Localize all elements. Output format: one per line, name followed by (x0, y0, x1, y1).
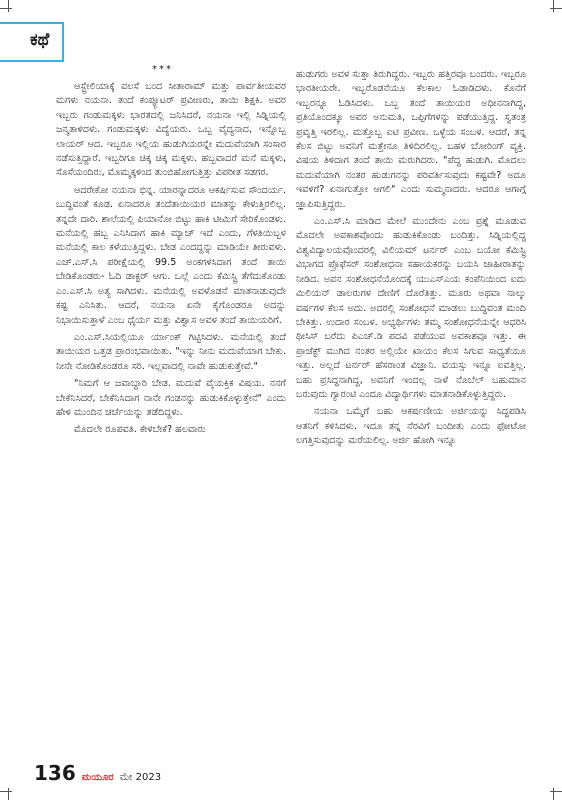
crop-mark-bottom-right-v (553, 788, 554, 800)
section-title: ಕಥೆ (30, 30, 50, 50)
paragraph: "ನಿಮಗೆ ಆ ಜವಾಬ್ದಾರಿ ಬೇಡ. ಮದುವೆ ವೈಯಕ್ತಿಕ ವಿಷಯ. ನನಗೆ ಬೇಕೆನಿಸಿದರೆ, ಬೇಕೆನಿಸಿದಾಗ ನಾನೇ ಗಂಡನನ್ನು ಹುಡುಕಿಕೊಳ್ಳುತ್ತೇನೆ" ಎಂದು ಹೇಳಿ ಮುಂದಿನ ಚರ್ಚೆಯನ್ನು ತಡೆದಿದ್ದಳು. (56, 378, 286, 418)
paragraph: ಆದರೇಕೋ ನಯನಾ ಭಿನ್ನ. ಯಾರನ್ನಾದರೂ ಆಕರ್ಷಿಸುವ ಸೌಂದರ್ಯ. ಬುದ್ಧಿವಂತೆ ಕೂಡ. ಏನಾದರೂ ತಂದೆತಾಯಿಯರ ಮಾತನ್ನು ಕೇಳುತ್ತಿರಲಿಲ್ಲ. ತನ್ನದೇ ದಾರಿ. ಶಾಲೆಯಲ್ಲಿ ಪಿಯಾನೋ ಬಿಟ್ಟು ಹಾಕಿ ಟೀಮಿಗೆ ಸೇರಿಕೊಂಡಳು. ಮನೆಯಲ್ಲಿ ಹಬ್ಬ ಎನಿಸಿದಾಗ ಹಾಕಿ ಮ್ಯಾಚ್ ಇದೆ ಎಂದು, ಗೆಳತಿಯಿಬ್ಬಳ ಮನೆಯಲ್ಲಿ ಕಾಲ ಕಳೆಯುತ್ತಿದ್ದಳು. ಬೇಡ ಎಂದದ್ದನ್ನು ಮಾಡಿಯೇ ತೀರುವಳು. ಎಚ್.ಎಸ್.ಸಿ ಪರೀಕ್ಷೆಯಲ್ಲಿ 99.5 ಅಂಕಗಳಿಸಿದಾಗ ತಂದೆ ತಾಯಿ ಬೇಡಿಕೊಂಡರು- ಓದಿ ಡಾಕ್ಟರ್ ಆಗು. ಒಲ್ಲೆ ಎಂದು ಕೆಮಿಸ್ಟ್ರಿ ತೆಗೆದುಕೊಂಡು ಎಂ.ಎಸ್.ಸಿ ಅತ್ಯ ಸಾಗಿದಳು. ಮನೆಯಲ್ಲಿ ಅವಳೊಡನೆ ಮಾತನಾಡುವುದೇ ಕಷ್ಟ ಎನಿಸಿತು. ಆದರೆ, ನಯನಾ ಏನೇ ಕೈಗೊಂಡರೂ ಅದನ್ನು ನಿಭಾಯಿಸುತ್ತಾಳೆ ಎಂಬ ಧೈರ್ಯ ಮತ್ತು ವಿಶ್ವಾಸ ಅವಳ ತಂದೆ ತಾಯಿಯರಿಗೆ. (56, 184, 286, 326)
crop-mark-bottom-left-v (8, 788, 9, 800)
article-column-right (296, 68, 526, 758)
crop-mark-top-left-v (8, 0, 9, 12)
crop-mark-bottom-left-h (0, 791, 12, 792)
crop-mark-top-left-h (0, 8, 12, 9)
page-footer (34, 760, 161, 786)
magazine-logo: ಮಯೂರ (81, 772, 114, 783)
paragraph: ಎಂ.ಎಸ್.ಸಿ ಮಾಡಿದ ಮೇಲೆ ಮುಂದೇನು ಎಂಬ ಪ್ರಶ್ನೆ ಮೂಡುವ ಮೊದಲೇ ಅವಕಾಶವೊಂದು ಹುಡುಕಿಕೊಂಡು ಬಂದಿತ್ತು. ಸಿಡ್ನಿಯಲ್ಲಿದ್ದ ವಿಶ್ವವಿದ್ಯಾಲಯವೊಂದರಲ್ಲಿ ವಿಲಿಯಮ್ ಟರ್ನರ್ ಎಂಬ ಬಯೋ ಕೆಮಿಸ್ಟ್ರಿ ವಿಭಾಗದ ಪ್ರೊಫೆಸರ್ ಸಂಶೋಧನಾ ಸಹಾಯಕರನ್ನು ಬಯಸಿ ಜಾಹೀರಾತನ್ನು ನೀಡಿದ. ಅವನ ಸಂಶೋಧನೆಯೊಂದಕ್ಕೆ ಯುಎಸ್ಎಯ ಕಂಪೆನಿಯಿಂದ ಐದು ಮಿಲಿಯನ್ ಡಾಲರುಗಳ ದೇಣಿಗೆ ದೊರೆತಿತ್ತು. ಮೂರು ಅಥವಾ ನಾಲ್ಕು ವರ್ಷಗಳ ಕೆಲಸ ಅದು. ಅದರಲ್ಲಿ ಸಂಶೋಧನೆ ಮಾಡಲು ಬುದ್ಧಿವಂತ ಮಂದಿ ಬೇಕಿತ್ತು. ಉದಾರ ಸಂಬಳ. ಅಭ್ಯರ್ಥಿಗಳು ತಮ್ಮ ಸಂಶೋಧನೆಯನ್ನೇ ಆಧರಿಸಿ ಥೀಸಿಸ್ ಬರೆದು ಪಿಎಚ್.ಡಿ ಪದವಿ ಪಡೆಯುವ ಅವಕಾಶವೂ ಇತ್ತು. ಈ ಪ್ರಾಜೆಕ್ಟ್ ಮುಗಿದ ನಂತರ ಅಲ್ಲಿಯೇ ಖಾಯಂ ಕೆಲಸ ಸಿಗುವ ಸಾಧ್ಯತೆಯೂ ಇತ್ತು. ಅಲ್ಲದೆ ಟರ್ನರ್ ಹೆಸರಾಂತ ವಿಜ್ಞಾನಿ. ವಯಸ್ಸು ಇನ್ನೂ ಐವತ್ತಿಲ್ಲ. ಬಹು ಪ್ರಸಿದ್ಧನಾಗಿದ್ದ, ಅವನಿಗೆ ಇಂದಲ್ಲ ನಾಳೆ ನೊಬೆಲ್ ಬಹುಮಾನ ಬರುವುದು ಗ್ಯಾರಂಟಿ ಎಂದೂ ವಿದ್ಯಾರ್ಥಿಗಳು ಮಾತನಾಡಿಕೊಳ್ಳುತ್ತಿದ್ದರು. (296, 216, 526, 400)
paragraph: ಎಂ.ಎಸ್.ಸಿಯಲ್ಲಿಯೂ ರ್ಯಾಂಕ್ ಗಿಟ್ಟಿಸಿದಳು. ಮನೆಯಲ್ಲಿ ತಂದೆ ತಾಯಿಯರ ಒತ್ತಡ ಪ್ರಾರಂಭವಾಯಿತು. "ಇನ್ನು ನೀನು ಮದುವೆಯಾಗ ಬೇಕು. ನೀನೇ ನೋಡಿಕೊಂಡರೂ ಸರಿ. ಇಲ್ಲವಾದಲ್ಲಿ ನಾವೇ ಹುಡುಕುತ್ತೇವೆ." (56, 331, 286, 372)
paragraph: ಮೊದಲೇ ರೂಪವತಿ. ಕೇಳಬೇಕೆ? ಹಲವಾರು (74, 424, 206, 436)
paragraph: ನಯನಾ ಒಮ್ಮೆಗೆ ಬಹು ಆಕರ್ಷಣೀಯ ಅರ್ಜಿಯನ್ನು ಸಿದ್ಧಪಡಿಸಿ ಆತನಿಗೆ ಕಳಿಸಿದಳು. ಇದೂ ತನ್ನ ನೆರವಿಗೆ ಬಂದೀತು ಎಂದು ಫೋಟೋ ಲಗತ್ತಿಸುವುದನ್ನು ಮರೆಯಲಿಲ್ಲ. ಅರ್ಜಿ ಹೋಗಿ ಇನ್ನೂ (296, 406, 526, 447)
issue-date: ಮೇ 2023 (119, 772, 162, 783)
article-column-left (56, 80, 286, 756)
page-number: 136 (34, 761, 76, 785)
paragraph: ಆಸ್ಟ್ರೇಲಿಯಾಕ್ಕೆ ವಲಸೆ ಬಂದ ಸೀತಾರಾಮ್ ಮತ್ತು ಪಾರ್ವತೀಯವರ ಮಗಳು ನಯನಾ. ತಂದೆ ಕಂಪ್ಯೂಟರ್ ಪ್ರವೀಣರು, ತಾಯಿ ಶಿಕ್ಷಕಿ. ಅವರ ಇಬ್ಬರು ಗಂಡುಮಕ್ಕಳು ಭಾರತದಲ್ಲಿ ಜನಿಸಿದರೆ, ನಯನಾ ಇಲ್ಲಿ ಸಿಡ್ನಿಯಲ್ಲಿ ಜನ್ಮತಾಳಿದಳು. ಗಂಡುಮಕ್ಕಳು ವಿದ್ಯೆಯರು. ಒಬ್ಬ ವೈದ್ಯನಾದ, ಇನ್ನೊಬ್ಬ ಲಾಯರ್ ಆದ. ಇಬ್ಬರೂ ಇಲ್ಲಿಯ ಹುಡುಗಿಯರನ್ನೇ ಮದುವೆಯಾಗಿ ಸಂಸಾರ ನಡೆಸುತ್ತಿದ್ದಾರೆ. ಇಬ್ಬರಿಗೂ ಚಿಕ್ಕ ಚಿಕ್ಕ ಮಕ್ಕಳು. ಹಬ್ಬವಾದರೆ ಮನೆ ಮಕ್ಕಳು, ಸೊಸೆಯಂದಿರು, ಮೊಮ್ಮಕ್ಕಳಿಂದ ತುಂಬಿಹೋಗುತ್ತಿತ್ತು ವಿಪರೀತ ಸಡಗರ. (56, 81, 286, 179)
section-separator: *** (152, 64, 173, 75)
crop-mark-top-right-h (550, 8, 562, 9)
crop-mark-bottom-right-h (550, 791, 562, 792)
crop-mark-top-right-v (553, 0, 554, 12)
paragraph: ಹುಡುಗರು ಅವಳ ಸುತ್ತಾ ತಿರುಗಿದ್ದರು. ಇಬ್ಬರು ಹತ್ತಿರವೂ ಬಂದರು. ಇಬ್ಬರೂ ಭಾರತೀಯರೇ. ಇಬ್ಬರೊಡನೆಯೂ ಕೆಲಕಾಲ ಓಡಾಡಿದಳು. ಕೊನೆಗೆ ಇಬ್ಬರನ್ನೂ ಓಡಿಸಿದಳು. ಒಬ್ಬ ತಂದೆ ತಾಯಿಯರ ಅಧೀನನಾಗಿದ್ದ, ಪ್ರತಿಯೊಂದಕ್ಕೂ ಅವರ ಅನುಮತಿ, ಒಪ್ಪಿಗೆಗಳನ್ನು ಪಡೆಯುತ್ತಿದ್ದ. ಸ್ವತಂತ್ರ ಪ್ರವೃತ್ತಿ ಇರಲಿಲ್ಲ. ಮತ್ತೊಬ್ಬ ಐಟಿ ಪ್ರವೀಣ. ಒಳ್ಳೆಯ ಸಂಬಳ. ಆದರೆ, ತನ್ನ ಕೆಲಸ ಬಿಟ್ಟು ಅವನಿಗೆ ಮತ್ತೇನೂ ತಿಳಿದಿರಲಿಲ್ಲ. ಬಹಳ ಬೋರಿಂಗ್ ವ್ಯಕ್ತಿ. ವಿಷಯ ತಿಳಿದಾಗ ತಂದೆ ತಾಯಿ ಮರುಗಿದರು. "ಪೆದ್ದ ಹುಡುಗಿ. ಮೊದಲು ಮದುವೆಯಾಗಿ ನಂತರ ಹುಡುಗನನ್ನು ಪರಿವರ್ತಿಸುವುದು ಕಷ್ಟವೇ? ಅದೂ ಇವಳಿಗೆ? ಏನಾಗುತ್ತೋ ಆಗಲಿ" ಎಂದು ಸುಮ್ಮನಾದರು. ಆದರೂ ಆಗಾಗ್ಗೆ ಜ್ಞಾಪಿಸುತ್ತಿದ್ದರು. (296, 69, 526, 210)
